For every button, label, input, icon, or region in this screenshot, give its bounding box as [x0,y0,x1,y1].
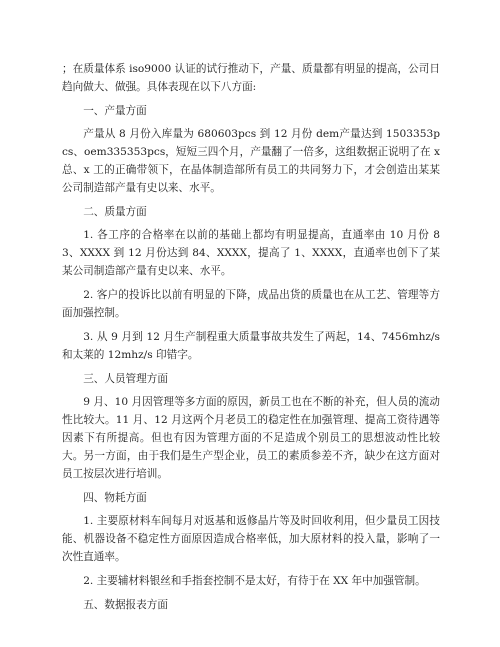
document-body [62,60,440,619]
quality-paragraph-2: 2. 客户的投诉比以前有明显的下降，成品出货的质量也在从工艺、管理等方面加强控制。 [62,289,440,319]
quality-paragraph-3: 3. 从 9 月到 12 月生产制程重大质量事故共发生了两起，14、7456mhz/s 和太莱的 12mhz/s 印错字。 [62,331,440,361]
section-heading-output: 一、产量方面 [83,105,147,117]
section-heading-reports: 五、数据报表方面 [83,599,168,611]
quality-paragraph-1: 1. 各工序的合格率在以前的基础上都均有明显提高，直通率由 10 月份 83、XXXX 到 12 月份达到 84、XXXX，提高了 1、XXXX，直通率也创下了某某公司制造部产量有史以来、水平。 [62,229,440,277]
materials-paragraph-1: 1. 主要原材料车间每月对返基和返修晶片等及时回收利用，但少量员工因技能、机器设备不稳定性方面原因造成合格率低，加大原材料的投入量，影响了一次性直通率。 [62,515,440,563]
materials-paragraph-2: 2. 主要辅材料银丝和手指套控制不是太好，有待于在 XX 年中加强管制。 [83,575,426,587]
output-paragraph: 产量从 8 月份入库量为 680603pcs 到 12 月份 dem产量达到 1503353pcs、oem335353pcs，短短三四个月，产量翻了一倍多，这组数据正说明了在 x 总、x 工的正确带领下，在晶体制造部所有员工的共同努力下，才会创造出某某公司制造部产量有史以来、水平。 [62,128,440,194]
section-heading-quality: 二、质量方面 [83,206,147,218]
section-heading-personnel: 三、人员管理方面 [83,373,168,385]
intro-paragraph: ；在质量体系 iso9000 认证的试行推动下，产量、质量都有明显的提高，公司日趋向做大、做强。具体表现在以下八方面: [62,63,440,93]
personnel-paragraph: 9 月、10 月因管理等多方面的原因，新员工也在不断的补充，但人员的流动性比较大。11 月、12 月这两个月老员工的稳定性在加强管理、提高工资待遇等因素下有所提高。但也有因为管理方面的不足造成个别员工的思想波动性比较大。另一方面，由于我们是生产型企业，员工的素质参差不齐，缺少在这方面对员工按层次进行培训。 [62,396,440,480]
section-heading-materials: 四、物耗方面 [83,492,147,504]
